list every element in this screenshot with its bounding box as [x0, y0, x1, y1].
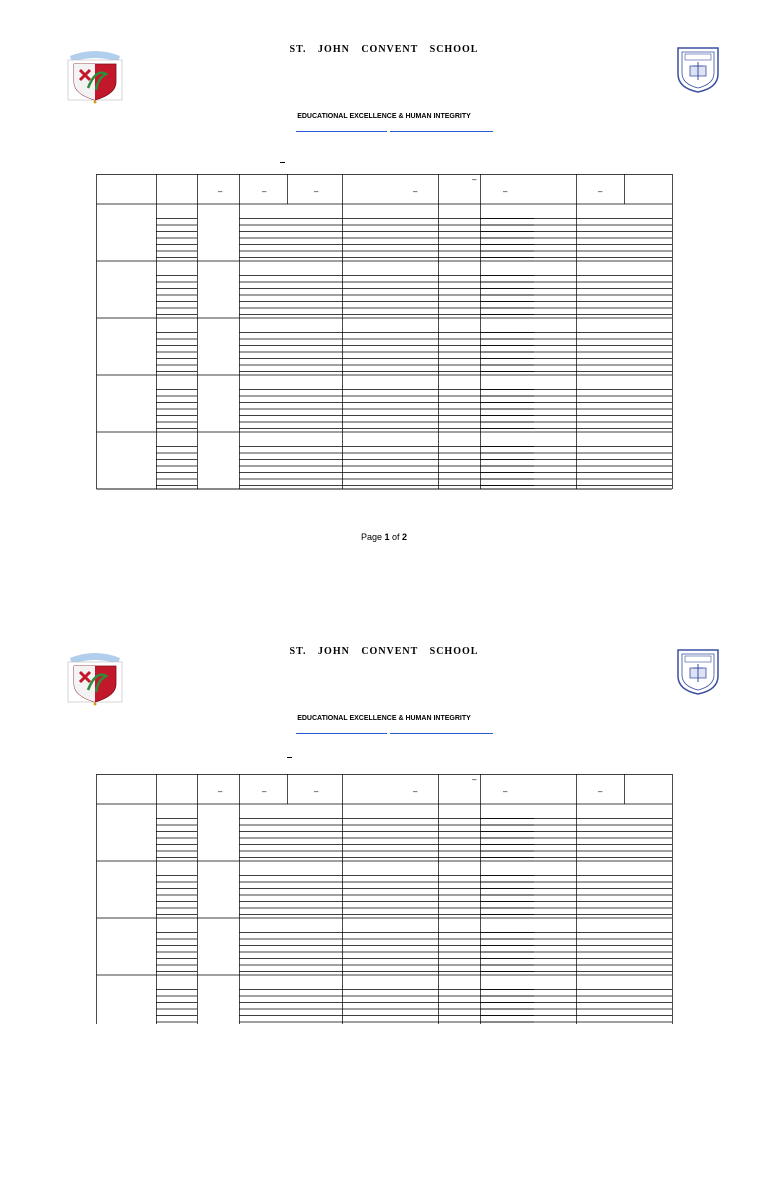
title-dash [280, 162, 285, 163]
document-page-2 [0, 602, 768, 1202]
title-dash [287, 757, 292, 758]
school-name: ST. JOHN CONVENT SCHOOL [289, 44, 479, 55]
header-mark: – [503, 187, 508, 196]
header-mark: – [218, 787, 223, 796]
timetable-grid [96, 174, 674, 492]
header-mark: – [262, 187, 267, 196]
header-mark: – [314, 187, 319, 196]
header-mark: – [598, 187, 603, 196]
school-crest-left-icon [66, 48, 124, 104]
document-page-1 [0, 0, 768, 600]
school-motto: EDUCATIONAL EXCELLENCE & HUMAN INTEGRITY [297, 113, 471, 120]
school-name: ST. JOHN CONVENT SCHOOL [289, 646, 479, 657]
header-mark: – [598, 787, 603, 796]
school-crest-left-icon [66, 650, 124, 706]
header-mark: – [503, 787, 508, 796]
page-number: Page 1 of 2 [360, 532, 408, 542]
header-mark: – [472, 175, 477, 184]
header-mark: – [472, 775, 477, 784]
header-mark: – [262, 787, 267, 796]
timetable-grid [96, 774, 674, 1024]
school-motto: EDUCATIONAL EXCELLENCE & HUMAN INTEGRITY [297, 715, 471, 722]
header-mark: – [218, 187, 223, 196]
header-mark: – [413, 187, 418, 196]
header-mark: – [314, 787, 319, 796]
header-mark: – [413, 787, 418, 796]
